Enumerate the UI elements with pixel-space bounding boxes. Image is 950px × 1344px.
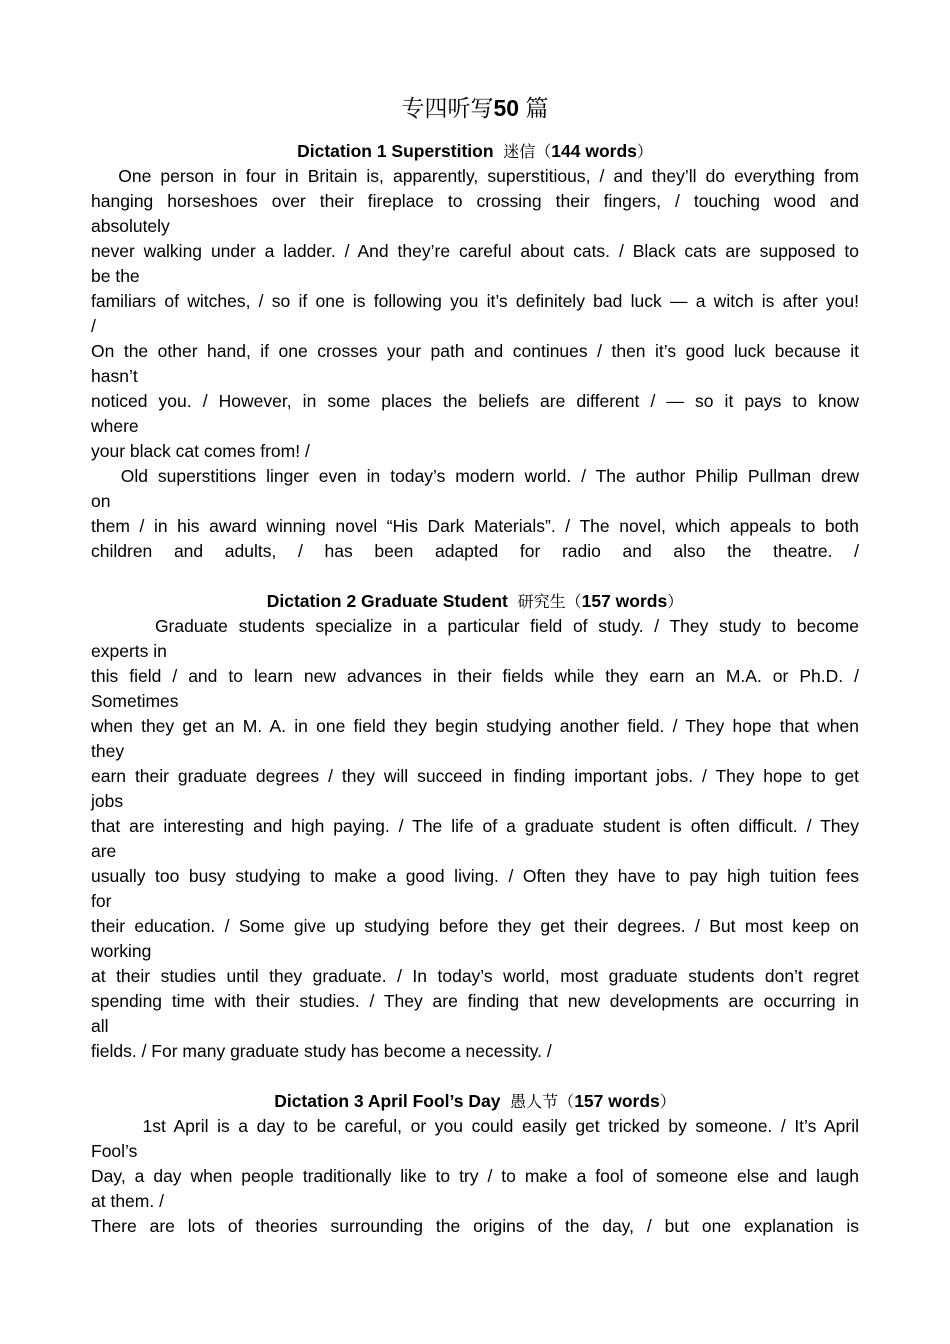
text-line: There are lots of theories surrounding the origins of the day, / but one explanation is: [91, 1216, 859, 1236]
section-word-count: 157 words: [574, 1091, 660, 1111]
section-gap: [91, 1064, 859, 1089]
text-line: earn their graduate degrees / they will succeed in finding important jobs. / They hope to get: [91, 766, 859, 786]
section-title-close: ）: [667, 592, 684, 611]
text-line: usually too busy studying to make a good living. / Often they have to pay high tuition fees: [91, 866, 859, 886]
section-heading: [91, 589, 859, 614]
text-line: fields. / For many graduate study has become a necessity. /: [91, 1041, 552, 1061]
section-title-en: Dictation 2 Graduate Student: [266, 591, 508, 611]
text-line: Day, a day when people traditionally like to try / to make a fool of someone else and laugh: [91, 1166, 859, 1186]
text-line: jobs: [91, 791, 124, 811]
section-word-count: 157 words: [581, 591, 668, 611]
section-title-close: ）: [636, 142, 653, 161]
section-title-cn: 迷信（: [503, 142, 552, 161]
text-line: On the other hand, if one crosses your path and continues / then it’s good luck because it: [91, 341, 859, 361]
section-title-en: Dictation 3 April Fool’s Day: [274, 1091, 501, 1111]
text-line: where: [91, 416, 139, 436]
text-line: at them. /: [91, 1191, 164, 1211]
text-line: be the: [91, 266, 140, 286]
text-line: One person in four in Britain is, apparently, superstitious, / and they’ll do everything from: [91, 166, 859, 186]
text-line: absolutely: [91, 216, 170, 236]
text-line: that are interesting and high paying. / The life of a graduate student is often difficult. / They: [91, 816, 859, 836]
text-line: are: [91, 841, 117, 861]
text-line: all: [91, 1016, 109, 1036]
section-word-count: 144 words: [551, 141, 637, 161]
text-line: Old superstitions linger even in today’s modern world. / The author Philip Pullman drew: [91, 466, 859, 486]
section-heading: [91, 1089, 859, 1114]
text-line: their education. / Some give up studying before they get their degrees. / But most keep on: [91, 916, 859, 936]
text-line: /: [91, 316, 96, 336]
text-line: familiars of witches, / so if one is following you it’s definitely bad luck — a witch is after you!: [91, 291, 859, 311]
text-line: your black cat comes from! /: [91, 441, 310, 461]
text-line: for: [91, 891, 112, 911]
text-line: 1st April is a day to be careful, or you could easily get tricked by someone. / It’s April: [91, 1116, 859, 1136]
page-title-cn-suffix: 篇: [525, 96, 549, 122]
text-line: Graduate students specialize in a particular field of study. / They study to become: [91, 616, 859, 636]
text-line: hanging horseshoes over their fireplace to crossing their fingers, / touching wood and: [91, 191, 859, 211]
text-line: them / in his award winning novel “His Dark Materials”. / The novel, which appeals to both: [91, 516, 859, 536]
page-title: [0, 91, 950, 126]
section-title-cn: 研究生（: [517, 592, 582, 611]
text-line: Fool’s: [91, 1141, 138, 1161]
section-title-en: Dictation 1 Superstition: [297, 141, 494, 161]
text-line: never walking under a ladder. / And they’re careful about cats. / Black cats are supposed to: [91, 241, 859, 261]
text-line: this field / and to learn new advances in their fields while they earn an M.A. or Ph.D. /: [91, 666, 859, 686]
section-heading: [91, 139, 859, 164]
section-title-close: ）: [659, 1092, 676, 1111]
text-line: spending time with their studies. / They are finding that new developments are occurring in: [91, 991, 859, 1011]
text-line: when they get an M. A. in one field they begin studying another field. / They hope that when: [91, 716, 859, 736]
text-line: at their studies until they graduate. / In today’s world, most graduate students don’t regret: [91, 966, 859, 986]
text-line: experts in: [91, 641, 167, 661]
text-line: children and adults, / has been adapted for radio and also the theatre. /: [91, 541, 859, 561]
page-title-cn-prefix: 专四听写: [401, 96, 494, 122]
section-gap: [91, 564, 859, 589]
section-title-cn: 愚人节（: [510, 1092, 575, 1111]
text-line: Sometimes: [91, 691, 179, 711]
text-line: hasn’t: [91, 366, 138, 386]
text-line: working: [91, 941, 152, 961]
text-line: they: [91, 741, 125, 761]
page-title-number: 50: [493, 95, 520, 121]
text-line: on: [91, 491, 111, 511]
document-body: [91, 139, 859, 1239]
text-line: noticed you. / However, in some places the beliefs are different / — so it pays to know: [91, 391, 859, 411]
